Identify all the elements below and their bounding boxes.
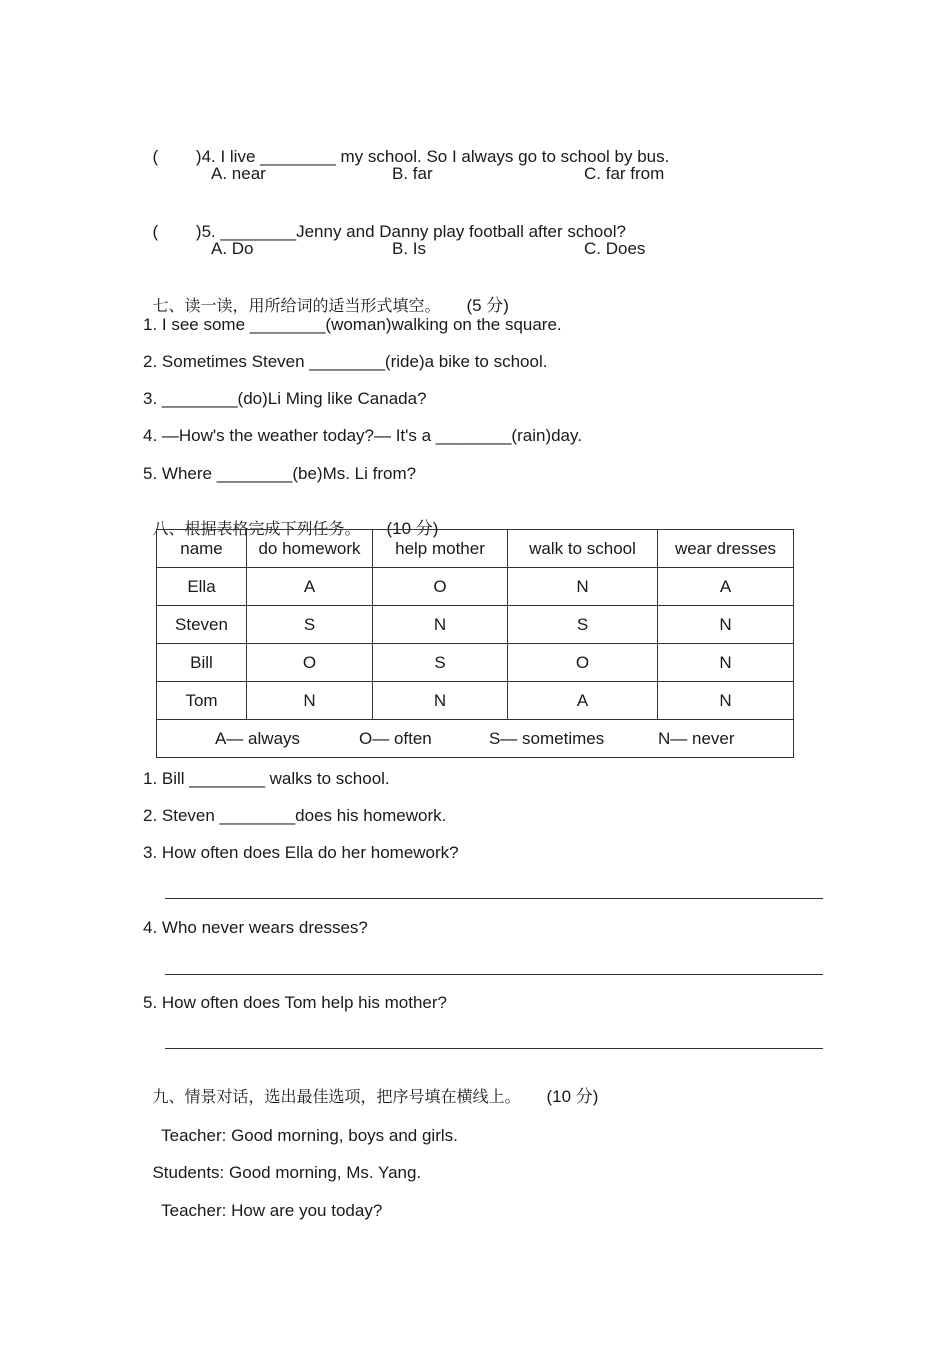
question-4 [143, 127, 669, 167]
dialogue-speaker: Students: [152, 1163, 225, 1182]
section-title: 八、根据表格完成下列任务。 [152, 519, 361, 538]
question-stem: 5. ________Jenny and Danny play football after school? [201, 222, 626, 241]
table-cell: A [247, 568, 373, 606]
legend-item: O— often [359, 728, 432, 748]
dialogue-text: Good morning, boys and girls. [231, 1126, 458, 1145]
legend-item: N— never [658, 728, 735, 748]
table-legend-row [157, 720, 794, 758]
table-row [157, 644, 794, 682]
table-cell: O [247, 644, 373, 682]
table-cell: O [508, 644, 658, 682]
dialogue-line [152, 1106, 458, 1146]
table-cell: Tom [157, 682, 247, 720]
legend-item: S— sometimes [489, 728, 605, 748]
table-cell: N [247, 682, 373, 720]
table-header-row [157, 530, 794, 568]
task-item: 4. Who never wears dresses? [143, 918, 368, 937]
section-9-heading [143, 1067, 598, 1107]
dialogue-speaker: Teacher: [161, 1201, 227, 1220]
answer-line[interactable] [165, 974, 823, 975]
fill-item: 2. Sometimes Steven ________(ride)a bike to school. [143, 352, 548, 371]
fill-item: 1. I see some ________(woman)walking on the square. [143, 315, 562, 334]
section-title: 九、情景对话，选出最佳选项，把序号填在横线上。 [152, 1087, 521, 1106]
table-cell: A [508, 682, 658, 720]
option-b: B. far [392, 164, 433, 183]
dialogue-text: Good morning, Ms. Yang. [229, 1163, 422, 1182]
task-item: 5. How often does Tom help his mother? [143, 993, 447, 1012]
table-cell: N [508, 568, 658, 606]
option-a: A. near [211, 164, 266, 183]
table-header: wear dresses [658, 530, 794, 568]
table-cell: N [658, 644, 794, 682]
dialogue-line [143, 1143, 421, 1183]
answer-line[interactable] [165, 1048, 823, 1049]
table-cell: N [373, 606, 508, 644]
task-item: 1. Bill ________ walks to school. [143, 769, 390, 788]
section-points: (10 分) [386, 519, 439, 538]
task-item: 3. How often does Ella do her homework? [143, 843, 459, 862]
frequency-table [156, 529, 794, 758]
table-cell: N [658, 682, 794, 720]
option-b: B. Is [392, 239, 427, 258]
table-cell: Steven [157, 606, 247, 644]
legend-item: A— always [215, 728, 301, 748]
option-a: A. Do [211, 239, 254, 258]
table-cell: S [373, 644, 508, 682]
table-cell: Ella [157, 568, 247, 606]
table-cell: O [373, 568, 508, 606]
table-cell: N [658, 606, 794, 644]
fill-item: 5. Where ________(be)Ms. Li from? [143, 464, 417, 483]
dialogue-line [152, 1181, 382, 1221]
table-cell: N [373, 682, 508, 720]
answer-paren: ( ) [152, 222, 202, 241]
answer-line[interactable] [165, 898, 823, 899]
table-header: walk to school [508, 530, 658, 568]
section-7-heading [143, 276, 509, 316]
table-row [157, 606, 794, 644]
answer-paren: ( ) [152, 147, 202, 166]
table-legend [157, 720, 794, 758]
fill-item: 3. ________(do)Li Ming like Canada? [143, 389, 427, 408]
dialogue-speaker: Teacher: [161, 1126, 227, 1145]
table-cell: A [658, 568, 794, 606]
table-cell: S [508, 606, 658, 644]
section-points: (5 分) [466, 296, 509, 315]
table-cell: Bill [157, 644, 247, 682]
table-header: do homework [247, 530, 373, 568]
section-title: 七、读一读，用所给词的适当形式填空。 [152, 296, 441, 315]
table-header: name [157, 530, 247, 568]
dialogue-text: How are you today? [231, 1201, 383, 1220]
section-points: (10 分) [546, 1087, 599, 1106]
table-cell: S [247, 606, 373, 644]
question-stem: 4. I live ________ my school. So I always go to school by bus. [201, 147, 670, 166]
table-header: help mother [373, 530, 508, 568]
table-row [157, 568, 794, 606]
fill-item: 4. —How's the weather today?— It's a ________(rain)day. [143, 426, 582, 445]
task-item: 2. Steven ________does his homework. [143, 806, 447, 825]
option-c: C. far from [584, 164, 665, 183]
question-5 [143, 202, 626, 242]
table-row [157, 682, 794, 720]
option-c: C. Does [584, 239, 646, 258]
